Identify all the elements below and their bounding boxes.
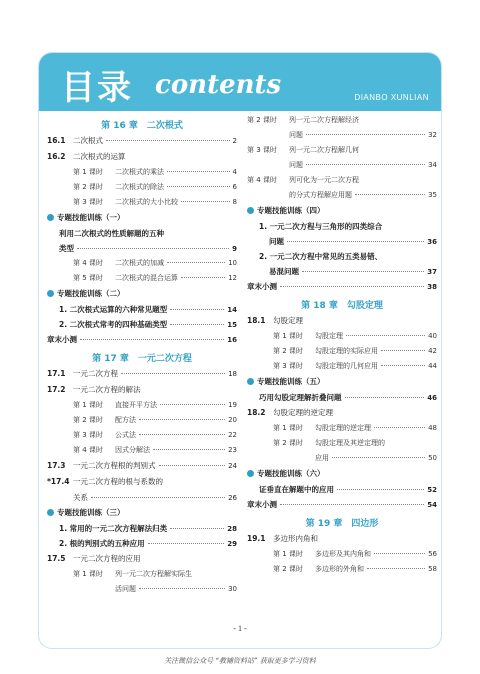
toc-entry[interactable]: 类型 9	[59, 244, 237, 253]
toc-entry[interactable]: 2. 二次根式常考的四种基础类型 15	[59, 320, 237, 329]
toc-entry[interactable]: 17.3 一元二次方程根的判别式 24	[47, 461, 237, 470]
special-training-heading[interactable]: 专题技能训练（二）	[47, 288, 237, 304]
toc-entry[interactable]: 第 3 课时 二次根式的大小比较 8	[73, 198, 237, 206]
toc-entry[interactable]: 17.1 一元二次方程 18	[47, 369, 237, 378]
toc-entry[interactable]: 第 2 课时 配方法 20	[73, 416, 237, 424]
toc-entry[interactable]: 18.2 勾股定理的逆定理	[247, 408, 333, 417]
chapter-quiz-entry[interactable]: 章末小测 16	[47, 335, 237, 344]
toc-entry[interactable]: 2. 一元二次方程中常见的五类易错、	[259, 252, 383, 261]
toc-entry[interactable]: 巧用勾股定理解折叠问题 46	[259, 393, 437, 402]
chapter-quiz-entry[interactable]: 章末小测 38	[247, 282, 437, 291]
toc-entry[interactable]: 第 3 课时 公式法 22	[73, 431, 237, 439]
toc-right-column	[247, 115, 437, 579]
toc-entry[interactable]: 第 1 课时 勾股定理 40	[273, 332, 437, 340]
toc-entry[interactable]: 第 1 课时 列一元二次方程解实际生	[73, 570, 192, 578]
special-training-heading[interactable]: 专题技能训练（四）	[247, 205, 437, 221]
toc-entry[interactable]: 第 3 课时 勾股定理的几何应用 44	[273, 362, 437, 370]
toc-entry[interactable]: 第 2 课时 勾股定理及其逆定理的	[273, 439, 385, 447]
toc-entry[interactable]: 第 4 课时 因式分解法 23	[73, 446, 237, 454]
toc-entry[interactable]: 第 1 课时 直接开平方法 19	[73, 401, 237, 409]
toc-entry[interactable]: 关系 26	[73, 493, 237, 502]
toc-entry[interactable]: *17.4 一元二次方程的根与系数的	[47, 477, 163, 486]
toc-entry[interactable]: 问题 36	[269, 237, 437, 246]
toc-entry[interactable]: 应用 50	[315, 454, 437, 462]
special-training-heading[interactable]: 专题技能训练（三）	[47, 507, 237, 523]
toc-entry[interactable]: 1. 二次根式运算的六种常见题型 14	[59, 305, 237, 314]
toc-entry[interactable]: 第 1 课时 二次根式的乘法 4	[73, 168, 237, 176]
toc-entry[interactable]: 17.2 一元二次方程的解法	[47, 385, 141, 394]
bullet-icon	[247, 470, 254, 477]
toc-entry[interactable]: 问题 34	[289, 161, 437, 169]
page-title: 目录	[61, 68, 133, 108]
chapter-heading: 第 19 章 四边形	[305, 519, 379, 529]
toc-entry[interactable]: 问题 32	[289, 131, 437, 139]
special-training-heading[interactable]: 专题技能训练（六）	[247, 468, 437, 484]
toc-entry[interactable]: 16.1 二次根式 2	[47, 136, 237, 145]
chapter-heading: 第 16 章 二次根式	[101, 121, 183, 131]
toc-entry[interactable]: 利用二次根式的性质解题的五种	[59, 229, 164, 238]
page-number: - 1 -	[233, 624, 247, 633]
toc-entry[interactable]: 易混问题 37	[269, 267, 437, 276]
bullet-icon	[47, 509, 54, 516]
toc-entry[interactable]: 17.5 一元二次方程的应用	[47, 554, 141, 563]
page-title-en: contents	[155, 70, 282, 100]
chapter-heading: 第 18 章 勾股定理	[301, 301, 383, 311]
brand-label: DIANBO XUNLIAN	[354, 93, 429, 102]
bullet-icon	[47, 290, 54, 297]
chapter-heading: 第 17 章 一元二次方程	[92, 354, 192, 364]
toc-entry[interactable]: 的分式方程解应用题 35	[289, 191, 437, 199]
toc-entry[interactable]: 第 2 课时 列一元二次方程解经济	[247, 116, 359, 124]
toc-entry[interactable]: 第 4 课时 列可化为一元二次方程	[247, 176, 359, 184]
bullet-icon	[247, 207, 254, 214]
bullet-icon	[47, 214, 54, 221]
toc-left-column	[47, 117, 237, 599]
header-banner	[39, 53, 441, 111]
toc-entry[interactable]: 第 5 课时 二次根式的混合运算 12	[73, 274, 237, 282]
toc-entry[interactable]: 1. 常用的一元二次方程解法归类 28	[59, 524, 237, 533]
toc-entry[interactable]: 第 3 课时 列一元二次方程解几何	[247, 146, 359, 154]
contents-frame	[38, 52, 442, 649]
special-training-heading[interactable]: 专题技能训练（五）	[247, 376, 437, 392]
toc-entry[interactable]: 16.2 二次根式的运算	[47, 152, 126, 161]
toc-entry[interactable]: 1. 一元二次方程与三角形的四类综合	[259, 222, 383, 231]
toc-entry[interactable]: 证垂直在解题中的应用 52	[259, 485, 437, 494]
footer-note: 关注微信公众号 “教辅资料站” 获取更多学习资料	[164, 657, 316, 665]
special-training-heading[interactable]: 专题技能训练（一）	[47, 212, 237, 228]
toc-entry[interactable]: 19.1 多边形内角和	[247, 534, 318, 543]
toc-entry[interactable]: 活问题 30	[115, 585, 237, 593]
toc-entry[interactable]: 第 4 课时 二次根式的加减 10	[73, 259, 237, 267]
toc-entry[interactable]: 第 2 课时 多边形的外角和 58	[273, 565, 437, 573]
toc-entry[interactable]: 第 2 课时 勾股定理的实际应用 42	[273, 347, 437, 355]
bullet-icon	[247, 378, 254, 385]
toc-entry[interactable]: 第 2 课时 二次根式的除法 6	[73, 183, 237, 191]
toc-entry[interactable]: 第 1 课时 多边形及其内角和 56	[273, 550, 437, 558]
toc-entry[interactable]: 2. 根的判别式的五种应用 29	[59, 539, 237, 548]
chapter-quiz-entry[interactable]: 章末小测 54	[247, 500, 437, 509]
toc-entry[interactable]: 第 1 课时 勾股定理的逆定理 48	[273, 424, 437, 432]
toc-entry[interactable]: 18.1 勾股定理	[247, 316, 303, 325]
